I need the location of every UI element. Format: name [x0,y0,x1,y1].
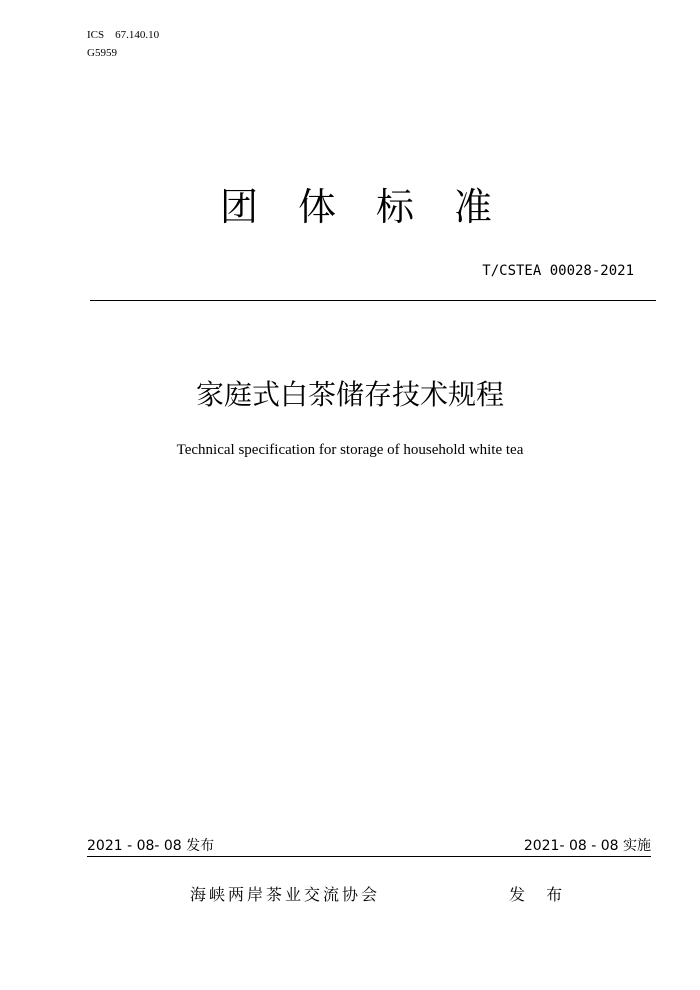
header-divider [90,300,656,301]
standard-category-title [0,185,700,229]
title-char: 团 [219,185,258,229]
issuing-organization: 海峡两岸茶业交流协会 [190,885,381,904]
document-title-chinese: 家庭式白茶储存技术规程 [195,378,504,411]
footer-divider [87,856,651,857]
implement-date: 2021- 08 - 08 实施 [523,838,651,854]
issue-label: 发 布 [509,885,571,904]
standard-number: T/CSTEA 00028-2021 [482,263,634,279]
title-char: 准 [454,185,493,229]
ics-code: ICS 67.140.10 [87,29,160,41]
publish-date: 2021 - 08- 08 发布 [87,838,215,854]
title-char: 体 [297,185,336,229]
title-char: 标 [376,185,415,229]
document-title-english: Technical specification for storage of household white tea [176,442,524,458]
ccs-code: G5959 [87,47,117,59]
